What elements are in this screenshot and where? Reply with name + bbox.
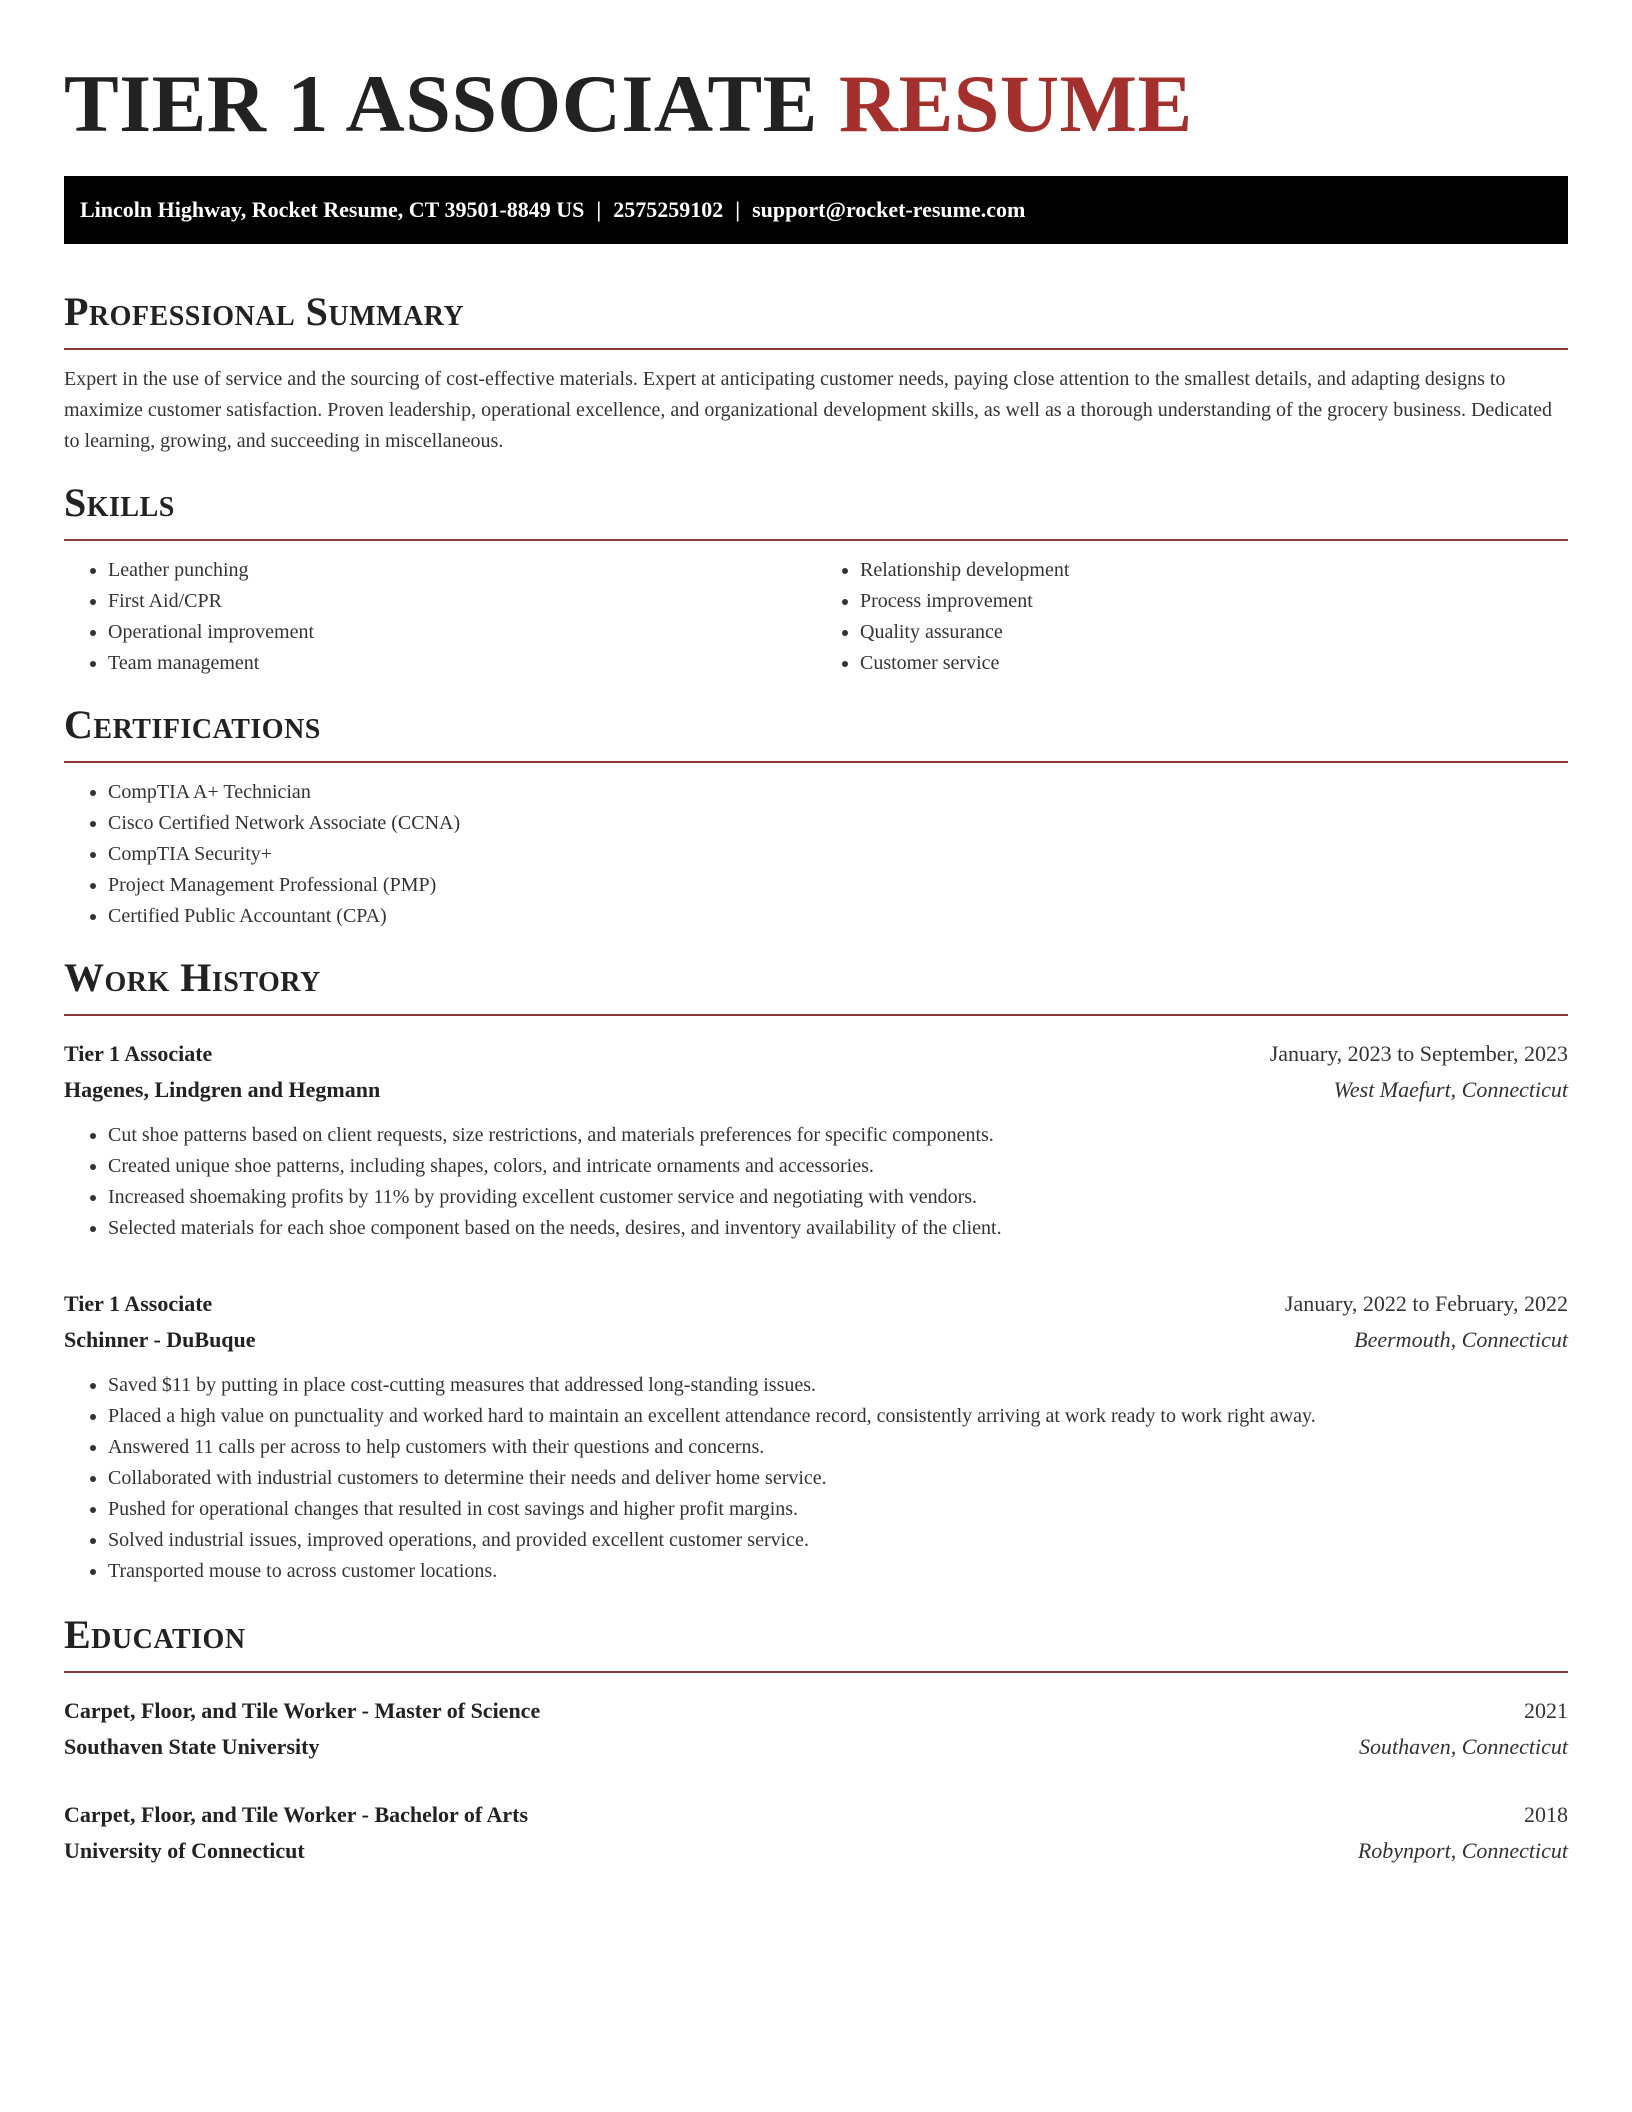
job-dates: January, 2023 to September, 2023 — [1269, 1041, 1568, 1066]
contact-phone[interactable]: 2575259102 — [613, 197, 724, 222]
job-location: Beermouth, Connecticut — [1354, 1327, 1568, 1352]
education-school-row — [64, 1833, 1568, 1869]
education-header-row — [64, 1693, 1568, 1729]
job-location: West Maefurt, Connecticut — [1333, 1077, 1568, 1102]
contact-separator: | — [596, 197, 602, 222]
skills-section — [64, 479, 1568, 679]
skills-list-left — [64, 555, 816, 679]
job-duty-item: • Pushed for operational changes that resulted in cost savings and higher profit margins. — [108, 1494, 1568, 1525]
job-duty-item: • Saved $11 by putting in place cost-cutting measures that addressed long-standing issues. — [108, 1370, 1568, 1401]
education-location: Southaven, Connecticut — [1359, 1734, 1568, 1759]
section-divider — [64, 1014, 1568, 1016]
job-header-row — [64, 1286, 1568, 1322]
education-year: 2018 — [1524, 1802, 1568, 1827]
contact-separator: | — [735, 197, 741, 222]
certifications-section — [64, 701, 1568, 932]
job-duty-item: • Answered 11 calls per across to help customers with their questions and concerns. — [108, 1432, 1568, 1463]
title-main: TIER 1 ASSOCIATE — [64, 58, 818, 149]
skills-grid — [64, 555, 1568, 679]
education-entry — [64, 1693, 1568, 1765]
education-header-row — [64, 1797, 1568, 1833]
skill-item: • Operational improvement — [108, 617, 816, 648]
certification-item: • Certified Public Accountant (CPA) — [108, 901, 1568, 932]
job-company-row — [64, 1322, 1568, 1358]
summary-heading: Professional Summary — [64, 289, 465, 334]
education-degree: Carpet, Floor, and Tile Worker - Master of Science — [64, 1698, 541, 1723]
summary-section — [64, 288, 1568, 457]
job-entry — [64, 1286, 1568, 1587]
certification-item: • Cisco Certified Network Associate (CCNA) — [108, 808, 1568, 839]
skill-item: • Leather punching — [108, 555, 816, 586]
certification-item: • CompTIA Security+ — [108, 839, 1568, 870]
contact-email[interactable]: support@rocket-resume.com — [752, 197, 1026, 222]
education-school: University of Connecticut — [64, 1838, 305, 1863]
contact-bar — [64, 176, 1568, 244]
education-location: Robynport, Connecticut — [1357, 1838, 1568, 1863]
job-title: Tier 1 Associate — [64, 1041, 213, 1066]
certification-item: • CompTIA A+ Technician — [108, 777, 1568, 808]
job-dates: January, 2022 to February, 2022 — [1284, 1291, 1568, 1316]
job-duties-list — [64, 1370, 1568, 1587]
summary-text: Expert in the use of service and the sourcing of cost-effective materials. Expert at anticipating customer needs, paying close attention to the smallest details, and adapting designs to maximize customer satisfaction. Proven leadership, operational excellence, and organizational development skills, as well as a thorough understanding of the grocery business. Dedicated to learning, growing, and succeeding in miscellaneous. — [64, 368, 1553, 452]
job-duties-list — [64, 1120, 1568, 1244]
job-duty-item: • Placed a high value on punctuality and worked hard to maintain an excellent attendance record, consistently arriving at work ready to work right away. — [108, 1401, 1568, 1432]
skill-item: • Quality assurance — [860, 617, 1568, 648]
job-duty-item: • Created unique shoe patterns, including shapes, colors, and intricate ornaments and accessories. — [108, 1151, 1568, 1182]
section-divider — [64, 761, 1568, 763]
job-duty-item: • Selected materials for each shoe component based on the needs, desires, and inventory availability of the client. — [108, 1213, 1568, 1244]
contact-address: Lincoln Highway, Rocket Resume, CT 39501-8849 US — [80, 197, 585, 222]
certifications-heading: Certifications — [64, 702, 321, 747]
skill-item: • Customer service — [860, 648, 1568, 679]
job-company: Hagenes, Lindgren and Hegmann — [64, 1077, 381, 1102]
job-title: Tier 1 Associate — [64, 1291, 213, 1316]
resume-title — [64, 0, 1568, 152]
job-company: Schinner - DuBuque — [64, 1327, 256, 1352]
resume-page — [64, 0, 1568, 1869]
certifications-list — [64, 777, 1568, 932]
section-divider — [64, 539, 1568, 541]
job-duty-item: • Solved industrial issues, improved operations, and provided excellent customer service. — [108, 1525, 1568, 1556]
job-duty-item: • Increased shoemaking profits by 11% by providing excellent customer service and negotiating with vendors. — [108, 1182, 1568, 1213]
title-accent: RESUME — [838, 58, 1193, 149]
education-degree: Carpet, Floor, and Tile Worker - Bachelor of Arts — [64, 1802, 529, 1827]
job-header-row — [64, 1036, 1568, 1072]
skills-list-right — [816, 555, 1568, 679]
skills-heading: Skills — [64, 480, 175, 525]
skill-item: • Process improvement — [860, 586, 1568, 617]
work-history-heading: Work History — [64, 955, 321, 1000]
certification-item: • Project Management Professional (PMP) — [108, 870, 1568, 901]
education-entry — [64, 1797, 1568, 1869]
education-year: 2021 — [1524, 1698, 1568, 1723]
work-history-section — [64, 954, 1568, 1587]
section-divider — [64, 348, 1568, 350]
section-divider — [64, 1671, 1568, 1673]
job-duty-item: • Collaborated with industrial customers to determine their needs and deliver home service. — [108, 1463, 1568, 1494]
job-duty-item: • Transported mouse to across customer locations. — [108, 1556, 1568, 1587]
education-section — [64, 1611, 1568, 1869]
education-school: Southaven State University — [64, 1734, 320, 1759]
job-duty-item: • Cut shoe patterns based on client requests, size restrictions, and materials preferences for specific components. — [108, 1120, 1568, 1151]
skill-item: • First Aid/CPR — [108, 586, 816, 617]
education-heading: Education — [64, 1612, 246, 1657]
skill-item: • Relationship development — [860, 555, 1568, 586]
job-entry — [64, 1036, 1568, 1244]
education-school-row — [64, 1729, 1568, 1765]
job-company-row — [64, 1072, 1568, 1108]
skill-item: • Team management — [108, 648, 816, 679]
